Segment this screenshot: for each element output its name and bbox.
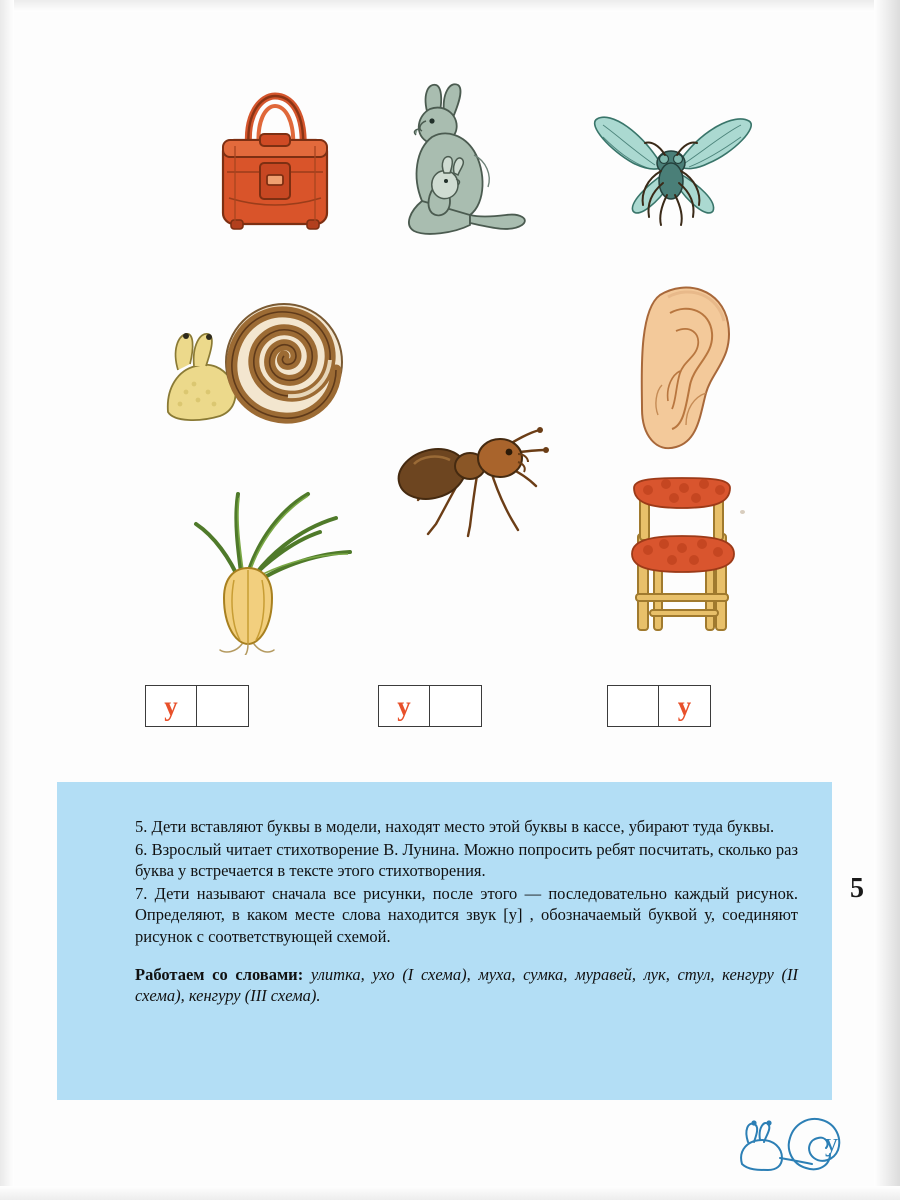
picture-grid (120, 55, 780, 655)
page-edge-top (0, 0, 900, 12)
instructions-panel (57, 782, 832, 1100)
picture-kangaroo[interactable] (370, 75, 540, 265)
page-number: 5 (850, 873, 864, 904)
picture-ear[interactable] (620, 275, 750, 460)
instruction-item-5: 5. Дети вставляют буквы в модели, находят место этой буквы в кассе, убирают туда буквы. (135, 817, 775, 836)
picture-ant[interactable] (370, 410, 580, 550)
scheme-1-cell-1[interactable]: у (145, 685, 197, 727)
picture-chair[interactable] (610, 470, 760, 645)
scheme-2-cell-1[interactable]: у (378, 685, 430, 727)
vocabulary-label: Работаем со словами: (135, 964, 304, 984)
picture-bag[interactable] (205, 80, 345, 250)
picture-snail[interactable] (160, 300, 365, 430)
scheme-1-cell-2[interactable] (197, 685, 249, 727)
scheme-3-cell-2[interactable]: у (659, 685, 711, 727)
scheme-1[interactable] (145, 685, 249, 727)
vocabulary-words: улитка, ухо (I схема), муха, сумка, муравей, лук, стул, кенгуру (II схема), кенгуру (III схема). (135, 964, 798, 1005)
scan-speck (740, 510, 745, 514)
scheme-3[interactable] (607, 685, 711, 727)
scheme-3-cell-1[interactable] (607, 685, 659, 727)
page-edge-right (874, 0, 900, 1200)
page-edge-left (0, 0, 14, 1200)
page-edge-bottom (0, 1186, 900, 1200)
scheme-2-cell-2[interactable] (430, 685, 482, 727)
instruction-item-7: 7. Дети называют сначала все рисунки, после этого — последовательно каждый рисунок. Определяют, в каком месте слова находится звук [у] , обозначаемый буквой у, соединяют рисунок с соответствующей схемой. (135, 884, 798, 946)
picture-fly[interactable] (585, 105, 765, 235)
scheme-2[interactable] (378, 685, 482, 727)
vocabulary-line (135, 964, 798, 1006)
snail-decoration-letter: у (825, 1128, 838, 1157)
word-schemes (145, 685, 795, 735)
instruction-item-6: 6. Взрослый читает стихотворение В. Лунина. Можно попросить ребят посчитать, сколько раз буква у встречается в тексте этого стихотворения. (135, 840, 798, 881)
picture-onion[interactable] (150, 480, 365, 655)
